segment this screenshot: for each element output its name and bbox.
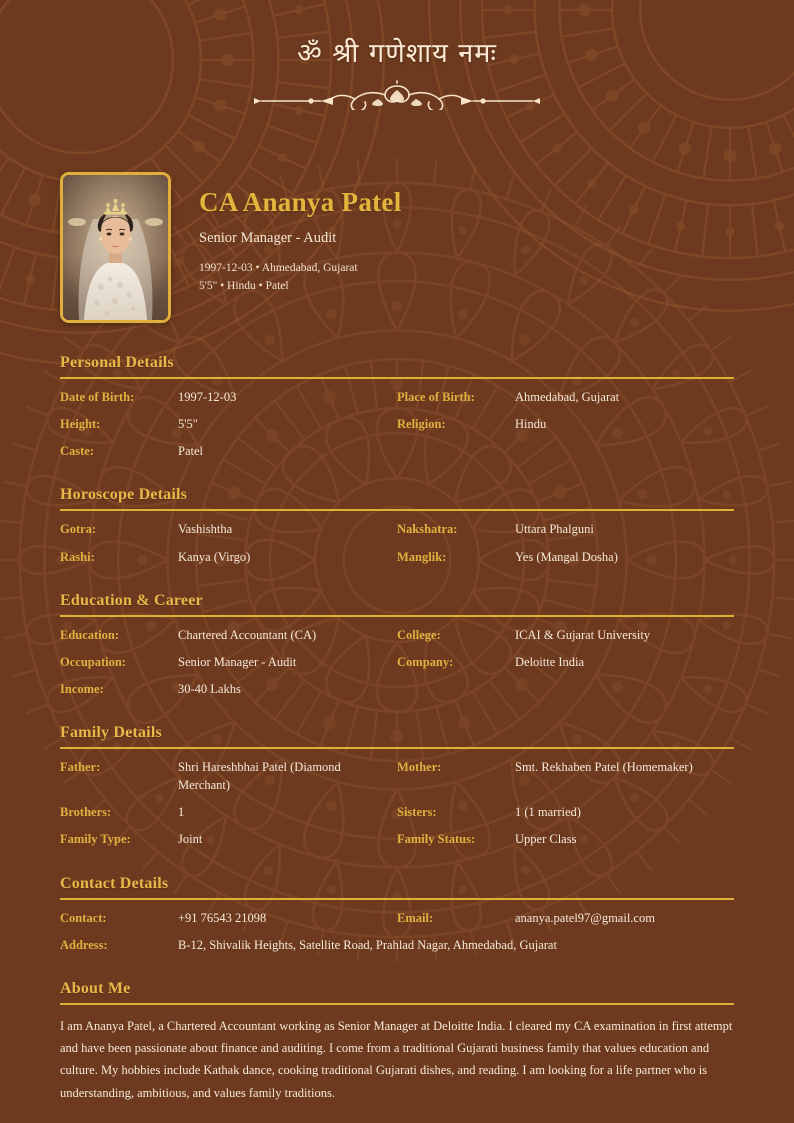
about-me-text: I am Ananya Patel, a Chartered Accountant working as Senior Manager at Deloitte India. I cleared my CA examination in first attempt and have been passionate about finance and auditing. I come from a traditional Gujarati business family that values education and culture. My hobbies include Kathak dance, cooking traditional Gujarati dishes, and reading. I am looking for a life partner who is understanding, ambitious, and values family traditions. xyxy=(60,1018,733,1100)
detail-label: Address: xyxy=(60,937,108,952)
section-title: About Me xyxy=(60,979,131,997)
detail-row xyxy=(397,415,734,442)
detail-value: Uttara Phalguni xyxy=(515,522,594,537)
header-flourish xyxy=(0,80,794,110)
section-family-details xyxy=(60,724,734,858)
detail-row xyxy=(60,520,397,547)
detail-row xyxy=(60,442,397,469)
profile-meta-line-2: 5'5" • Hindu • Patel xyxy=(199,279,289,292)
profile-block xyxy=(0,150,794,323)
detail-value: Joint xyxy=(178,832,203,847)
section-rule xyxy=(60,509,734,511)
detail-value: Smt. Rekhaben Patel (Homemaker) xyxy=(515,760,693,774)
detail-label: Income: xyxy=(60,681,104,696)
detail-value: B-12, Shivalik Heights, Satellite Road, Prahlad Nagar, Ahmedabad, Gujarat xyxy=(178,937,557,952)
detail-row xyxy=(397,830,734,857)
detail-value: 1 xyxy=(178,805,185,820)
detail-label: Father: xyxy=(60,760,101,774)
section-rule xyxy=(60,747,734,749)
page-title: CA Ananya Patel xyxy=(199,187,402,217)
detail-value: Yes (Mangal Dosha) xyxy=(515,549,618,564)
detail-row xyxy=(397,653,734,680)
bride-portrait-image xyxy=(63,175,168,320)
detail-label: Gotra: xyxy=(60,522,97,537)
detail-value: ICAI & Gujarat University xyxy=(515,627,651,642)
detail-label: Mother: xyxy=(397,760,442,774)
detail-label: Family Type: xyxy=(60,832,131,847)
detail-value: Deloitte India xyxy=(515,654,585,669)
detail-row xyxy=(60,653,397,680)
detail-value: ananya.patel97@gmail.com xyxy=(515,910,655,925)
detail-row xyxy=(60,909,397,936)
section-about-me xyxy=(60,980,734,1104)
detail-label: Sisters: xyxy=(397,805,437,820)
detail-value: Senior Manager - Audit xyxy=(178,654,297,669)
detail-label: Date of Birth: xyxy=(60,390,135,404)
detail-label: Brothers: xyxy=(60,805,112,820)
ornamental-flourish-divider-icon xyxy=(247,80,547,110)
detail-row xyxy=(397,520,734,547)
detail-value: Ahmedabad, Gujarat xyxy=(515,390,620,404)
section-rule xyxy=(60,615,734,617)
section-rule xyxy=(60,898,734,900)
detail-label: Height: xyxy=(60,417,101,432)
section-title: Family Details xyxy=(60,724,162,741)
profile-details xyxy=(171,172,402,295)
section-title: Contact Details xyxy=(60,874,169,892)
detail-row xyxy=(60,680,397,707)
detail-label: Email: xyxy=(397,910,434,925)
detail-label: Rashi: xyxy=(60,549,95,564)
detail-value: Chartered Accountant (CA) xyxy=(178,627,317,642)
detail-value: Upper Class xyxy=(515,832,577,847)
detail-rows xyxy=(60,909,734,963)
section-contact-details xyxy=(60,875,734,963)
detail-value: Vashishtha xyxy=(178,522,233,537)
detail-label: College: xyxy=(397,627,441,642)
section-title: Horoscope Details xyxy=(60,486,188,504)
profile-meta-line-1: 1997-12-03 • Ahmedabad, Gujarat xyxy=(199,261,358,274)
detail-value: 1 (1 married) xyxy=(515,805,581,820)
detail-row xyxy=(60,936,734,963)
detail-row xyxy=(60,758,397,803)
detail-row xyxy=(397,758,734,803)
detail-rows xyxy=(60,758,734,858)
profile-tagline: Senior Manager - Audit xyxy=(199,229,337,246)
detail-row xyxy=(60,388,397,415)
detail-value: Kanya (Virgo) xyxy=(178,549,251,564)
section-education-career xyxy=(60,592,734,707)
detail-value: 30-40 Lakhs xyxy=(178,681,241,696)
detail-value: Hindu xyxy=(515,417,547,432)
document-header xyxy=(0,0,794,150)
detail-label: Caste: xyxy=(60,444,95,459)
detail-rows xyxy=(60,626,734,707)
detail-label: Family Status: xyxy=(397,832,476,847)
section-title: Education & Career xyxy=(60,591,203,609)
sections-container xyxy=(0,323,794,1123)
detail-label: Manglik: xyxy=(397,549,447,564)
detail-row xyxy=(60,548,397,575)
detail-value: Patel xyxy=(178,444,203,459)
detail-label: Nakshatra: xyxy=(397,522,458,537)
detail-value: 1997-12-03 xyxy=(178,390,237,404)
section-title: Personal Details xyxy=(60,354,174,371)
detail-label: Occupation: xyxy=(60,654,126,669)
detail-label: Contact: xyxy=(60,910,107,925)
invocation-text: ॐ श्री गणेशाय नमः xyxy=(297,38,497,69)
detail-label: Religion: xyxy=(397,417,446,432)
detail-row xyxy=(397,626,734,653)
section-personal-details xyxy=(60,354,734,469)
detail-row xyxy=(60,415,397,442)
detail-value: +91 76543 21098 xyxy=(178,910,267,925)
detail-value: Shri Hareshbhai Patel (Diamond Merchant) xyxy=(178,760,341,793)
detail-row xyxy=(60,626,397,653)
detail-row xyxy=(397,548,734,575)
section-rule xyxy=(60,377,734,379)
detail-row xyxy=(60,830,397,857)
detail-row xyxy=(397,803,734,830)
detail-label: Education: xyxy=(60,627,120,642)
section-rule xyxy=(60,1003,734,1005)
detail-label: Place of Birth: xyxy=(397,390,475,404)
profile-photo xyxy=(60,172,171,323)
detail-row xyxy=(60,803,397,830)
detail-row xyxy=(397,388,734,415)
detail-rows xyxy=(60,520,734,574)
detail-value: 5'5" xyxy=(178,417,198,432)
detail-row xyxy=(397,909,734,936)
section-horoscope-details xyxy=(60,486,734,574)
detail-label: Company: xyxy=(397,654,454,669)
detail-rows xyxy=(60,388,734,469)
